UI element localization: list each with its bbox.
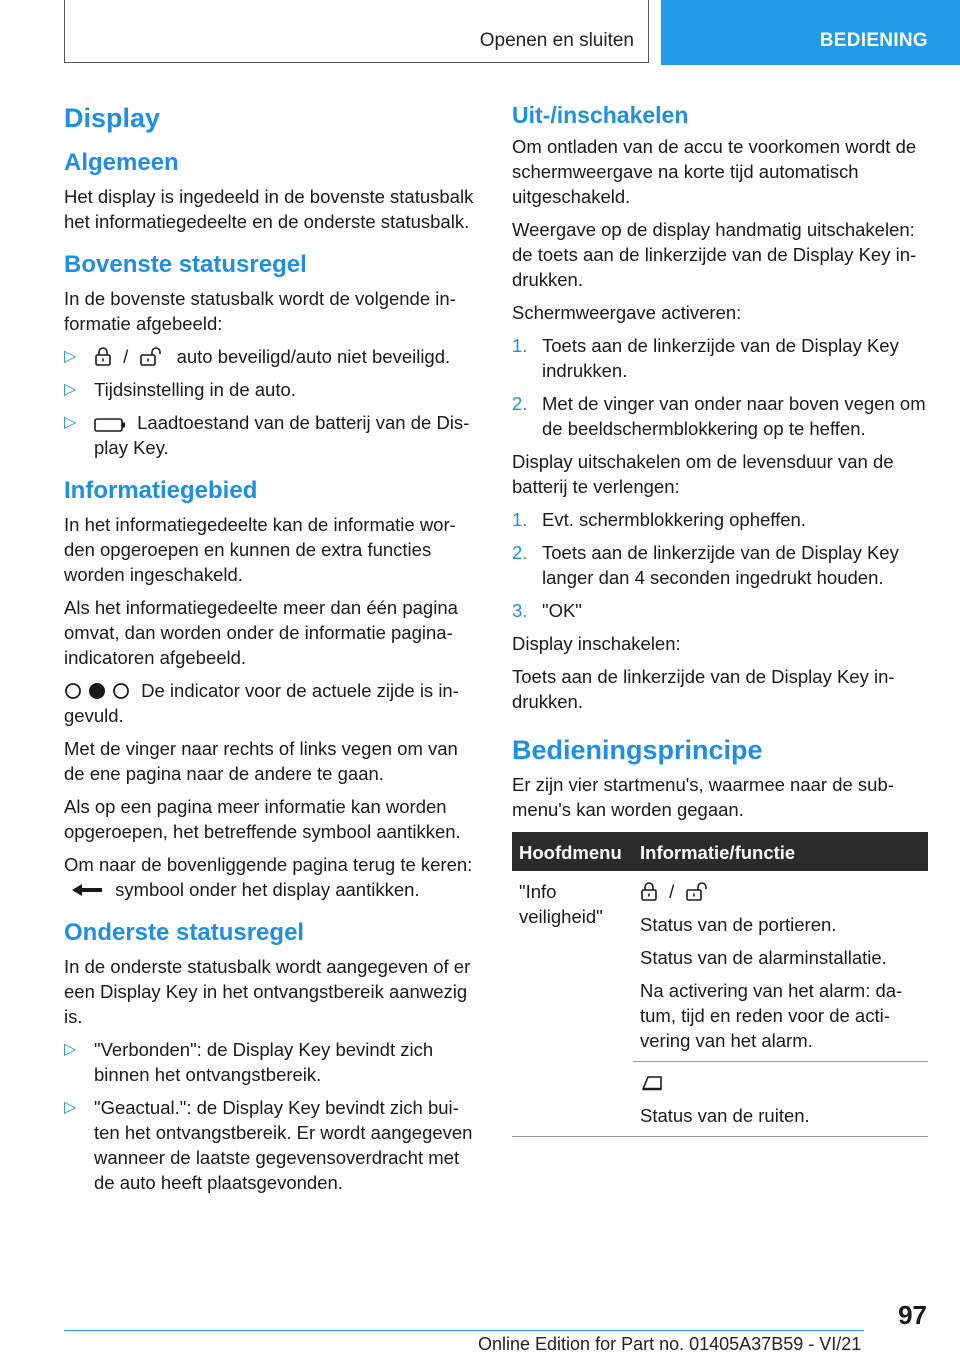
bed-p1: Er zijn vier startmenu's, waarmee naar de submenu's kan worden gegaan. bbox=[512, 774, 894, 820]
step-number: 3. bbox=[512, 600, 528, 621]
icon-row bbox=[640, 1070, 922, 1095]
table-cell-menu: "Info veiligheid" bbox=[519, 881, 603, 927]
icon-row bbox=[640, 879, 922, 904]
heading-uit-inschakelen: Uit-/inschakelen bbox=[512, 102, 689, 128]
step-number: 2. bbox=[512, 542, 528, 563]
step-text: Toets aan de linkerzijde van de Display Key indrukken. bbox=[542, 335, 899, 381]
table-cell-info bbox=[633, 1062, 928, 1137]
list-item-text: Laadtoestand van de batterij van de Display Key. bbox=[94, 412, 470, 458]
list-item bbox=[64, 1037, 476, 1087]
table-header-info: Informatie/functie bbox=[633, 832, 928, 871]
list-item bbox=[64, 1095, 476, 1195]
footer-edition: Online Edition for Part no. 01405A37B59 - VI/21 bbox=[478, 1334, 862, 1354]
info-p3-wrap bbox=[64, 678, 476, 728]
table-cell-menu-empty bbox=[512, 1062, 633, 1137]
battery-icon bbox=[94, 418, 126, 432]
off-steps bbox=[512, 507, 928, 623]
info-p6a: Om naar de bovenliggende pagina terug te keren: bbox=[64, 854, 473, 875]
table-header-menu: Hoofdmenu bbox=[512, 832, 633, 871]
list-item bbox=[64, 410, 476, 460]
algemeen-text: Het display is ingedeeld in de bovenste statusbalk het informatiegedeelte en de onderste statusbalk. bbox=[64, 186, 474, 232]
table-row bbox=[512, 1062, 928, 1137]
header-chapter-title: BEDIENING bbox=[819, 30, 928, 51]
bullet-triangle-icon: ▷ bbox=[64, 1099, 77, 1116]
heading-bovenste: Bovenste statusregel bbox=[64, 251, 307, 278]
cell-line: Status van de alarminstallatie. bbox=[640, 947, 887, 968]
bullet-triangle-icon: ▷ bbox=[64, 1041, 77, 1058]
info-p2: Als het informatiegedeelte meer dan één pagina omvat, dan worden onder de informatie paginaindicatoren afgebeeld. bbox=[64, 597, 458, 668]
icon-separator: / bbox=[669, 881, 675, 902]
right-column bbox=[512, 100, 928, 1137]
bullet-triangle-icon: ▷ bbox=[64, 381, 77, 398]
header-section-title: Openen en sluiten bbox=[479, 30, 634, 51]
bullet-triangle-icon: ▷ bbox=[64, 414, 77, 431]
lock-open-icon bbox=[139, 346, 165, 366]
step-number: 1. bbox=[512, 335, 528, 356]
header-chapter-tab bbox=[661, 0, 960, 65]
table-cell-info bbox=[633, 871, 928, 1062]
table-header-row bbox=[512, 832, 928, 871]
list-item-text: Tijdsinstelling in de auto. bbox=[94, 379, 296, 400]
info-p5: Als op een pagina meer informatie kan worden opgeroepen, het betreffende symbool aantikken. bbox=[64, 796, 461, 842]
page-indicator-icon bbox=[64, 682, 130, 700]
icon-separator: / bbox=[123, 346, 129, 367]
heading-informatiegebied: Informatiegebied bbox=[64, 477, 258, 504]
step-text: Toets aan de linkerzijde van de Display Key langer dan 4 seconden ingedrukt houden. bbox=[542, 542, 899, 588]
uit-p3: Schermweergave activeren: bbox=[512, 302, 742, 323]
onderste-intro: In de onderste statusbalk wordt aangegeven of er een Display Key in het ontvangstbereik aanwezig is. bbox=[64, 956, 471, 1027]
onderste-list bbox=[64, 1037, 476, 1195]
uit-p1: Om ontladen van de accu te voorkomen wordt de schermweergave na korte tijd automatisch uitgeschakeld. bbox=[512, 136, 917, 207]
bovenste-intro: In de bovenste statusbalk wordt de volgende informatie afgebeeld: bbox=[64, 288, 456, 334]
info-p4: Met de vinger naar rechts of links vegen om van de ene pagina naar de andere te gaan. bbox=[64, 738, 458, 784]
step-text: Met de vinger van onder naar boven vegen om de beeldschermblokkering op te heffen. bbox=[542, 393, 926, 439]
bovenste-list bbox=[64, 344, 476, 460]
step-number: 1. bbox=[512, 509, 528, 530]
list-item bbox=[512, 598, 928, 623]
list-item-text: "Verbonden": de Display Key bevindt zich binnen het ontvangstbereik. bbox=[94, 1039, 434, 1085]
list-item-text: auto beveiligd/auto niet beveiligd. bbox=[176, 346, 451, 367]
list-item bbox=[64, 377, 476, 402]
uit-p4: Display uitschakelen om de levensduur van de batterij te verlengen: bbox=[512, 451, 894, 497]
uit-p6: Toets aan de linkerzijde van de Display Key indrukken. bbox=[512, 666, 895, 712]
menu-table bbox=[512, 832, 928, 1137]
list-item bbox=[512, 333, 928, 383]
page-number: 97 bbox=[898, 1300, 927, 1330]
cell-line: Status van de portieren. bbox=[640, 914, 837, 935]
activate-steps bbox=[512, 333, 928, 441]
lock-closed-icon bbox=[640, 881, 658, 901]
cell-line: Status van de ruiten. bbox=[640, 1105, 810, 1126]
heading-onderste: Onderste statusregel bbox=[64, 919, 305, 946]
info-p6-wrap bbox=[64, 852, 476, 902]
page-title: Display bbox=[64, 103, 161, 133]
uit-p5: Display inschakelen: bbox=[512, 633, 681, 654]
list-item bbox=[512, 507, 928, 532]
info-p6b: symbool onder het display aantikken. bbox=[115, 879, 420, 900]
cell-line: Na activering van het alarm: datum, tijd en reden voor de activering van het alarm. bbox=[640, 980, 903, 1051]
step-number: 2. bbox=[512, 393, 528, 414]
window-icon bbox=[640, 1074, 664, 1092]
uit-p2: Weergave op de display handmatig uitschakelen: de toets aan de linkerzijde van de Display Key indrukken. bbox=[512, 219, 917, 290]
step-text: Evt. schermblokkering opheffen. bbox=[542, 509, 806, 530]
list-item bbox=[512, 391, 928, 441]
heading-bedieningsprincipe: Bedieningsprincipe bbox=[512, 735, 763, 765]
lock-closed-icon bbox=[94, 346, 112, 366]
list-item bbox=[512, 540, 928, 590]
lock-open-icon bbox=[685, 881, 711, 901]
table-row bbox=[512, 871, 928, 1062]
info-p1: In het informatiegedeelte kan de informatie worden opgeroepen en kunnen de extra functies worden ingeschakeld. bbox=[64, 514, 456, 585]
back-arrow-icon bbox=[70, 881, 104, 899]
bullet-triangle-icon: ▷ bbox=[64, 348, 77, 365]
header-section-box bbox=[64, 0, 649, 63]
heading-algemeen: Algemeen bbox=[64, 149, 179, 176]
left-column bbox=[64, 100, 476, 1203]
footer-divider bbox=[64, 1330, 864, 1331]
list-item-text: "Geactual.": de Display Key bevindt zich buiten het ontvangstbereik. Er wordt aangegeven wanneer de laatste gegevensoverdracht met de auto heeft plaatsgevonden. bbox=[94, 1097, 473, 1193]
list-item bbox=[64, 344, 476, 369]
step-text: "OK" bbox=[542, 600, 582, 621]
info-p3: De indicator voor de actuele zijde is ingevuld. bbox=[64, 680, 459, 726]
